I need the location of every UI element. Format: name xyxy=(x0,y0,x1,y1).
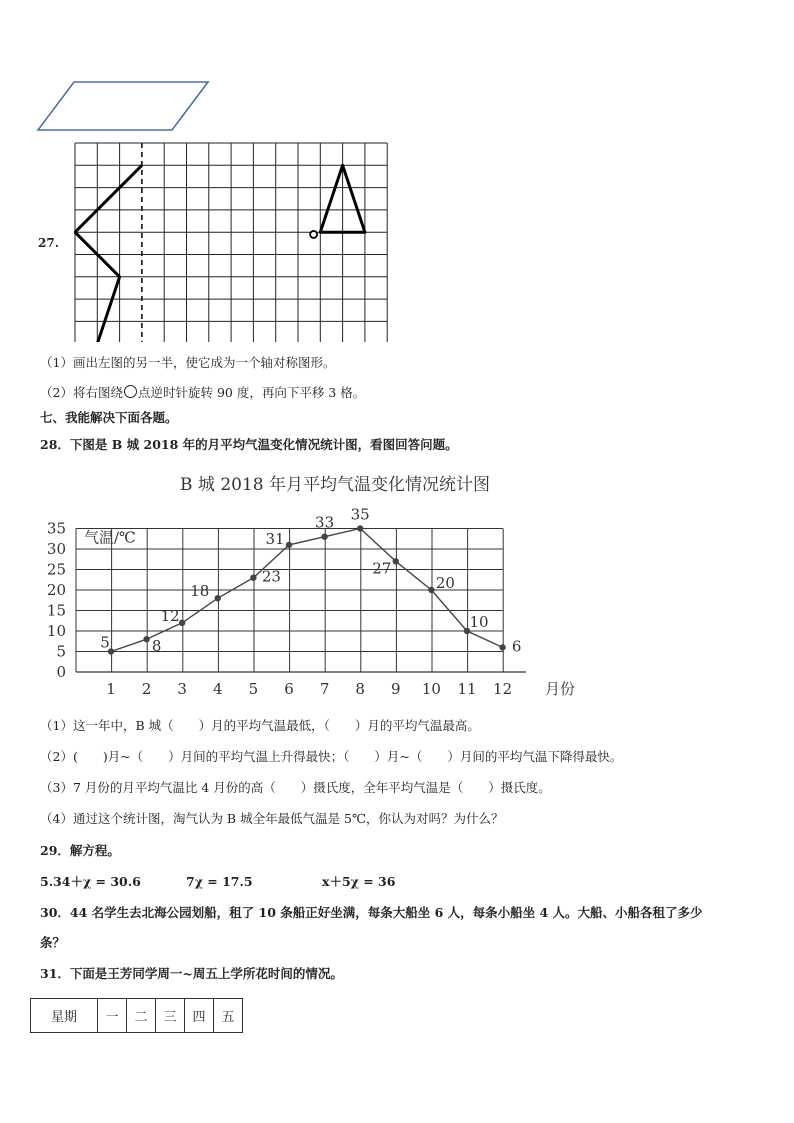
data-point xyxy=(143,636,149,642)
data-point xyxy=(179,620,185,626)
q28-sub-4: （4）通过这个统计图，淘气认为 B 城全年最低气温是 5℃，你认为对吗？为什么？ xyxy=(40,811,504,826)
data-label: 20 xyxy=(435,574,455,592)
chart-x-tick-label: 1 xyxy=(106,680,116,698)
chart-x-tick-label: 3 xyxy=(177,680,187,698)
chart-y-tick-label: 10 xyxy=(46,622,66,640)
weekday-table xyxy=(30,998,243,1033)
parallelogram-figure xyxy=(36,80,212,134)
q28-sub-1: （1）这一年中，B 城（ ）月的平均气温最低，（ ）月的平均气温最高。 xyxy=(40,718,480,733)
data-point xyxy=(250,575,256,581)
q29-equation-3: x＋5χ = 36 xyxy=(322,874,396,889)
q31-intro: 31．下面是王芳同学周一~周五上学所花时间的情况。 xyxy=(40,966,343,981)
chart-x-tick-label: 5 xyxy=(248,680,259,698)
chart-y-tick-label: 30 xyxy=(46,540,66,558)
data-label: 12 xyxy=(160,606,180,625)
table-header-cell: 三 xyxy=(156,999,185,1033)
data-label: 5 xyxy=(100,633,110,652)
chart-title: B 城 2018 年月平均气温变化情况统计图 xyxy=(180,475,490,495)
chart-y-tick-label: 25 xyxy=(46,560,66,579)
data-label: 33 xyxy=(315,513,335,532)
chart-x-tick-label: 10 xyxy=(421,680,441,698)
data-label: 35 xyxy=(350,505,370,524)
q27-instruction-2: （2）将右图绕 点逆时针旋转 90 度，再向下平移 3 格。 xyxy=(40,385,366,400)
q29-equation-2: 7χ = 17.5 xyxy=(186,874,253,889)
chart-x-tick-label: 6 xyxy=(284,680,294,698)
chart-y-tick-label: 20 xyxy=(46,581,66,599)
q27-instruction-1: （1）画出左图的另一半，使它成为一个轴对称图形。 xyxy=(40,355,336,370)
data-label: 27 xyxy=(372,559,392,578)
q29-equation-1: 5.34＋χ = 30.6 xyxy=(40,874,141,889)
chart-x-tick-label: 8 xyxy=(355,680,365,698)
data-point xyxy=(286,542,292,548)
data-point xyxy=(357,525,363,531)
chart-y-tick-label: 0 xyxy=(56,663,66,681)
table-header-cell: 五 xyxy=(214,999,243,1033)
table-header-cell: 一 xyxy=(98,999,127,1033)
chart-y-tick-label: 15 xyxy=(46,601,66,620)
data-label: 6 xyxy=(511,637,522,656)
data-label: 18 xyxy=(190,582,210,601)
chart-x-tick-label: 11 xyxy=(457,680,477,698)
rotation-point-o-icon xyxy=(310,231,317,238)
data-label: 8 xyxy=(151,637,162,656)
chart-x-tick-label: 12 xyxy=(493,680,513,698)
chart-x-tick-label: 2 xyxy=(141,680,152,698)
table-header-cell: 星期 xyxy=(31,999,98,1033)
chart-x-axis-label: 月份 xyxy=(544,680,576,698)
data-label: 10 xyxy=(469,613,489,631)
data-point xyxy=(428,587,434,593)
data-point xyxy=(393,558,399,564)
grid-27 xyxy=(74,142,389,342)
section-7-title: 七、我能解决下面各题。 xyxy=(40,410,178,425)
rotation-point-o-icon xyxy=(124,385,137,398)
chart-x-tick-label: 9 xyxy=(391,680,401,698)
q30-line-1: 30．44 名学生去北海公园划船，租了 10 条船正好坐满，每条大船坐 6 人，每条小船坐 4 人。大船、小船各租了多少 xyxy=(40,905,703,920)
data-label: 23 xyxy=(261,567,281,586)
q30-line-2: 条？ xyxy=(40,935,66,950)
table-row xyxy=(31,999,243,1033)
data-point xyxy=(215,595,221,601)
q28-intro: 28．下图是 B 城 2018 年的月平均气温变化情况统计图，看图回答问题。 xyxy=(40,437,458,452)
chart-x-tick-label: 7 xyxy=(319,680,330,698)
chart-x-tick-label: 4 xyxy=(213,680,223,698)
q28-sub-3: （3）7 月份的月平均气温比 4 月份的高（ ）摄氏度，全年平均气温是（ ）摄氏度。 xyxy=(40,780,551,795)
table-header-cell: 四 xyxy=(185,999,214,1033)
q29-intro: 29．解方程。 xyxy=(40,843,120,858)
chart-y-tick-label: 35 xyxy=(46,519,66,538)
temperature-line-chart xyxy=(40,470,600,705)
chart-y-axis-label: 气温/℃ xyxy=(84,528,136,547)
data-label: 31 xyxy=(265,529,285,548)
chart-y-tick-label: 5 xyxy=(56,642,66,661)
data-point xyxy=(321,534,327,540)
question-27-number: 27. xyxy=(38,236,59,250)
q28-sub-2: （2）( )月~（ ）月间的平均气温上升得最快；（ ）月~（ ）月间的平均气温下降得最快。 xyxy=(40,749,623,764)
data-point xyxy=(499,644,505,650)
left-half-figure xyxy=(75,165,142,342)
table-header-cell: 二 xyxy=(127,999,156,1033)
